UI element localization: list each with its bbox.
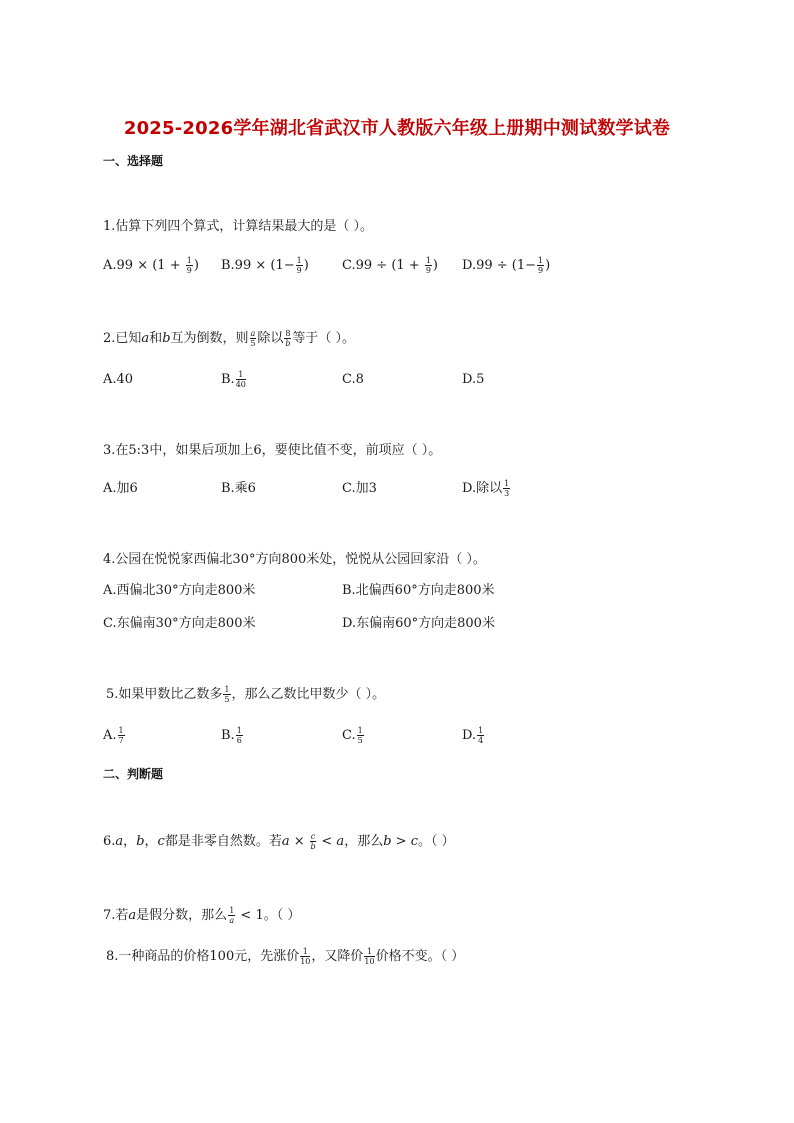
question-8-stem: 8.一种商品的价格100元，先涨价 $\frac{1}{10}$ ，又降价 $\frac{1}{10}$ 价格不变。（ ） xyxy=(106,947,465,966)
question-4-option-b[interactable]: B.北偏西60°方向走800米 xyxy=(342,583,495,598)
question-7-stem: 7.若a是假分数，那么 $\frac{1}{a}$ < 1。（ ） xyxy=(103,906,301,925)
question-3-option-a[interactable]: A.加6 xyxy=(103,481,138,496)
question-2-stem: 2.已知a和b互为倒数，则 $\frac{a}{5}$ 除以 $\frac{8}{b}$ 等于（ ）。 xyxy=(103,329,356,348)
fraction: $\frac{1}{10}$ xyxy=(364,947,375,966)
fraction: $\frac{1}{10}$ xyxy=(300,947,311,966)
page-title: 2025-2026学年湖北省武汉市人教版六年级上册期中测试数学试卷 xyxy=(123,118,671,139)
question-4-option-c[interactable]: C.东偏南30°方向走800米 xyxy=(103,616,256,631)
fraction: $\frac{1}{9}$ xyxy=(538,256,544,275)
question-3-option-c[interactable]: C.加3 xyxy=(342,481,377,496)
question-3-stem: 3.在5:3中，如果后项加上6，要使比值不变，前项应（ ）。 xyxy=(103,443,442,458)
fraction: $\frac{1}{7}$ xyxy=(118,726,124,745)
question-1-option-a[interactable]: A.99 × (1 + $\frac{1}{9}$ ) xyxy=(103,256,199,275)
question-4-option-a[interactable]: A.西偏北30°方向走800米 xyxy=(103,583,256,598)
question-5-option-a[interactable]: A. $\frac{1}{7}$ xyxy=(103,726,124,745)
fraction: $\frac{1}{6}$ xyxy=(236,726,242,745)
question-1-option-c[interactable]: C.99 ÷ (1 + $\frac{1}{9}$ ) xyxy=(342,256,438,275)
question-2-option-b[interactable]: B. $\frac{1}{40}$ xyxy=(221,370,246,389)
fraction: $\frac{c}{b}$ xyxy=(310,832,316,851)
fraction: $\frac{1}{5}$ xyxy=(224,685,230,704)
question-2-option-c[interactable]: C.8 xyxy=(342,372,364,387)
question-1-stem: 1.估算下列四个算式，计算结果最大的是（ ）。 xyxy=(103,219,374,234)
question-4-option-d[interactable]: D.东偏南60°方向走800米 xyxy=(342,616,495,631)
fraction: $\frac{1}{9}$ xyxy=(296,256,302,275)
question-4-stem: 4.公园在悦悦家西偏北30°方向800米处，悦悦从公园回家沿（ ）。 xyxy=(103,552,486,567)
question-3-option-d[interactable]: D.除以 $\frac{1}{3}$ xyxy=(462,479,510,498)
fraction: $\frac{a}{5}$ xyxy=(250,329,256,348)
question-1-option-d[interactable]: D.99 ÷ (1− $\frac{1}{9}$ ) xyxy=(462,256,551,275)
fraction: $\frac{1}{9}$ xyxy=(425,256,431,275)
question-2-option-d[interactable]: D.5 xyxy=(462,372,485,387)
question-6-stem: 6.a，b，c都是非零自然数。若a × $\frac{c}{b}$ < a，那么b > c。（ ） xyxy=(103,832,455,851)
fraction: $\frac{1}{9}$ xyxy=(186,256,192,275)
question-1-option-b[interactable]: B.99 × (1− $\frac{1}{9}$ ) xyxy=(221,256,309,275)
question-3-option-b[interactable]: B.乘6 xyxy=(221,481,256,496)
section-heading-judgment: 二、判断题 xyxy=(103,767,164,781)
fraction: $\frac{1}{3}$ xyxy=(504,479,510,498)
fraction: $\frac{1}{5}$ xyxy=(357,726,363,745)
fraction: $\frac{1}{40}$ xyxy=(235,370,246,389)
question-5-option-d[interactable]: D. $\frac{1}{4}$ xyxy=(462,726,484,745)
fraction: $\frac{1}{4}$ xyxy=(478,726,484,745)
question-5-option-c[interactable]: C. $\frac{1}{5}$ xyxy=(342,726,363,745)
fraction: $\frac{8}{b}$ xyxy=(285,329,291,348)
fraction: $\frac{1}{a}$ xyxy=(229,906,235,925)
question-2-option-a[interactable]: A.40 xyxy=(103,372,134,387)
section-heading-choice: 一、选择题 xyxy=(103,154,164,168)
question-5-option-b[interactable]: B. $\frac{1}{6}$ xyxy=(221,726,242,745)
question-5-stem: 5.如果甲数比乙数多 $\frac{1}{5}$ ，那么乙数比甲数少（ ）。 xyxy=(106,685,386,704)
